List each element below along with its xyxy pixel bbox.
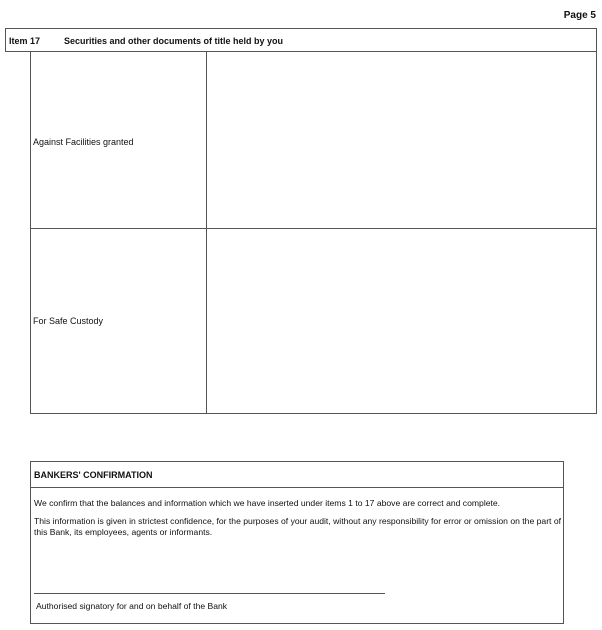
page-number: Page 5 bbox=[563, 10, 596, 21]
item-number: Item 17 bbox=[9, 36, 41, 46]
confidentiality-paragraph: This information is given in strictest confidence, for the purposes of your audit, without any responsibility for error or omission on the part of this Bank, its employees, agents or informants. bbox=[34, 516, 561, 537]
facilities-value-cell[interactable] bbox=[207, 51, 596, 228]
securities-table bbox=[30, 51, 597, 414]
confirmation-heading: BANKERS' CONFIRMATION bbox=[31, 462, 563, 488]
row-label-cell bbox=[31, 51, 207, 228]
signature-label: Authorised signatory for and on behalf of the Bank bbox=[36, 601, 228, 611]
bankers-confirmation-box bbox=[30, 461, 564, 624]
item-title: Securities and other documents of title held by you bbox=[64, 36, 284, 46]
table-row bbox=[31, 51, 596, 229]
item-header bbox=[5, 28, 597, 52]
row-label-cell bbox=[31, 229, 207, 413]
table-row bbox=[31, 229, 596, 413]
safe-custody-label: For Safe Custody bbox=[33, 316, 104, 326]
facilities-label: Against Facilities granted bbox=[33, 137, 134, 147]
safe-custody-value-cell[interactable] bbox=[207, 229, 596, 413]
confirmation-body bbox=[31, 488, 563, 538]
confirmation-paragraph: We confirm that the balances and information which we have inserted under items 1 to 17 above are correct and complete. bbox=[34, 498, 501, 508]
signature-line[interactable] bbox=[34, 593, 385, 594]
